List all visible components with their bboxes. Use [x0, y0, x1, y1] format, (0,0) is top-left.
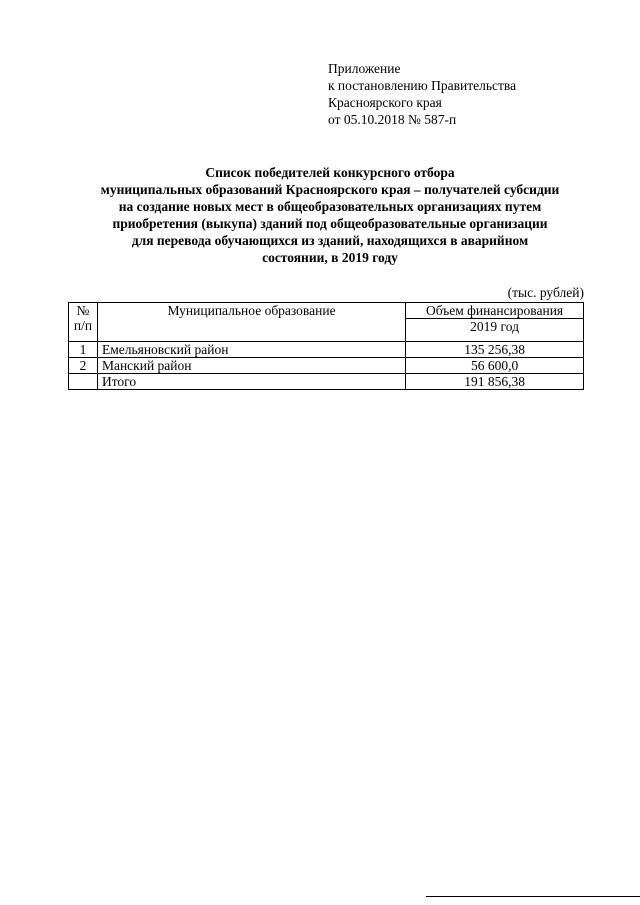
header-number-symbol: №	[76, 303, 90, 318]
page-bottom-rule	[426, 896, 640, 897]
appendix-line: Красноярского края	[328, 95, 442, 110]
title-line: состоянии, в 2019 году	[262, 250, 398, 265]
title-line: на создание новых мест в общеобразовательных организациях путем	[118, 199, 542, 214]
row-value: 135 256,38	[406, 342, 584, 358]
appendix-date-line: от 05.10.2018 № 587-п	[328, 112, 457, 127]
appendix-line: к постановлению Правительства	[328, 78, 517, 93]
title-line: муниципальных образований Красноярского края – получателей субсидии	[100, 182, 560, 197]
units-label: (тыс. рублей)	[507, 285, 584, 300]
row-number: 1	[69, 342, 98, 358]
title-line: Список победителей конкурсного отбора	[205, 165, 455, 180]
row-municipality: Емельяновский район	[97, 342, 405, 358]
table-row	[69, 358, 584, 374]
header-number-cell	[69, 303, 98, 342]
total-label: Итого	[97, 374, 405, 390]
header-municipality: Муниципальное образование	[97, 303, 405, 342]
financing-table	[68, 302, 584, 390]
appendix-block	[328, 60, 516, 128]
row-municipality: Манский район	[97, 358, 405, 374]
appendix-line: Приложение	[328, 61, 401, 76]
row-number: 2	[69, 358, 98, 374]
table-total-row	[69, 374, 584, 390]
row-value: 56 600,0	[406, 358, 584, 374]
header-number-abbrev: п/п	[73, 318, 93, 333]
table-row	[69, 342, 584, 358]
title-line: для перевода обучающихся из зданий, находящихся в аварийном	[131, 233, 529, 248]
header-year: 2019 год	[406, 319, 584, 342]
total-value: 191 856,38	[406, 374, 584, 390]
title-line: приобретения (выкупа) зданий под общеобразовательные организации	[112, 216, 548, 231]
document-title	[40, 164, 620, 266]
header-volume: Объем финансирования	[406, 303, 584, 319]
table-header-row	[69, 303, 584, 319]
total-number	[69, 374, 98, 390]
